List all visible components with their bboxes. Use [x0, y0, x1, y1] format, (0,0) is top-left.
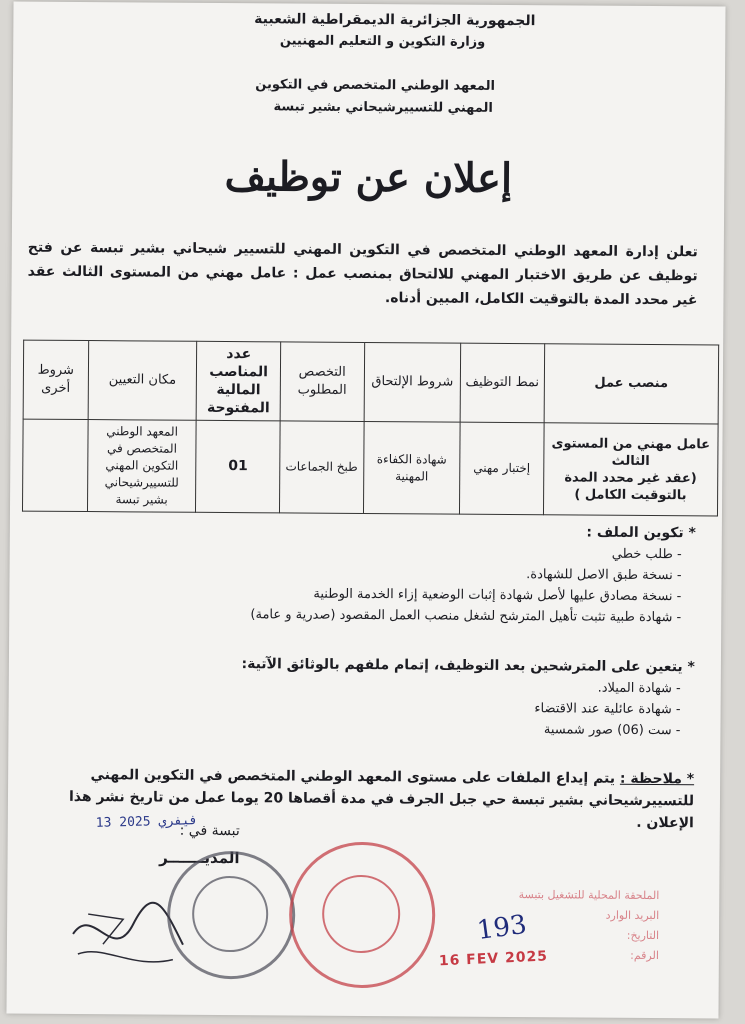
list-item: - ست (06) صور شمسية — [24, 716, 680, 742]
handwritten-date: 13 فيفري 2025 — [95, 813, 198, 831]
note-text: يتم إيداع الملفات على مستوى المعهد الوطني المتخصص في التكوين المهني للتسييرشيحاني بشير تبسة حي جبل الجرف في مدة أقصاها 20 يوما عمل من تاريخ نشر هذا الإعلان . — [68, 767, 695, 832]
list-item: - نسخة طبق الاصل للشهادة. — [25, 561, 681, 587]
positions-table — [22, 340, 719, 517]
list-item: - شهادة طبية تثبت تأهيل المترشح لشغل منصب العمل المقصود (صدرية و عامة) — [25, 603, 681, 629]
institute-line-1: المعهد الوطني المتخصص في التكوين — [255, 77, 496, 94]
header-place: مكان التعيين — [88, 341, 197, 421]
files-section — [25, 518, 696, 629]
cell-other — [22, 419, 87, 511]
institute-line-2: المهني للتسييرشيحاني بشير تبسة — [273, 99, 493, 116]
note-label: * ملاحظة : — [619, 770, 695, 788]
header-specialty: التخصص المطلوب — [280, 342, 364, 422]
cell-place: المعهد الوطني المتخصص في التكوين المهني للتسييرشيحاني بشير تبسة — [87, 420, 196, 513]
header-condition: شروط الإلتحاق — [364, 342, 461, 422]
received-date-stamp: 16 FEV 2025 — [438, 948, 549, 970]
post-title: عامل مهني من المستوى الثالث — [551, 435, 711, 469]
cell-specialty: طبخ الجماعات — [279, 421, 363, 514]
table-header-row — [23, 340, 719, 424]
received-number: 193 — [475, 909, 529, 947]
files-title: * تكوين الملف : — [586, 524, 696, 542]
institute-stamp-inner-ring — [192, 876, 269, 953]
header-mode: نمط التوظيف — [460, 343, 544, 423]
header-other: شروط أخرى — [23, 340, 88, 419]
cell-count: 01 — [196, 420, 280, 513]
employment-office-line: البريد الوارد — [605, 908, 660, 923]
candidates-section — [24, 652, 695, 742]
employment-office-stamp — [289, 841, 436, 988]
list-item: - نسخة مصادق عليها لأصل شهادة إثبات الوضعية إزاء الخدمة الوطنية — [25, 582, 681, 608]
institute-stamp — [167, 851, 296, 980]
cell-mode: إختبار مهني — [460, 422, 544, 515]
employment-office-line: التاريخ: — [626, 928, 660, 943]
list-item: - طلب خطي — [26, 540, 682, 566]
candidates-title: * يتعين على المترشحين بعد التوظيف، إتمام ملفهم بالوثائق الآتية: — [241, 656, 695, 676]
candidates-list — [24, 674, 694, 742]
header-count: عدد المناصب المالية المفتوحة — [197, 341, 281, 421]
header-post: منصب عمل — [544, 344, 719, 424]
list-item: - شهادة الميلاد. — [25, 674, 681, 700]
announcement-document — [6, 2, 725, 1019]
post-contract: (عقد غير محدد المدة بالتوقيت الكامل ) — [564, 469, 697, 503]
list-item: - شهادة عائلية عند الاقتضاء — [25, 695, 681, 721]
republic-header: الجمهورية الجزائرية الديمقراطية الشعبية — [254, 11, 536, 30]
place-date-label: تبسة في : — [179, 822, 240, 840]
intro-paragraph: تعلن إدارة المعهد الوطني المتخصص في التكوين المهني للتسيير شيحاني بشير تبسة عن فتح توظيف عن طريق الاختبار المهني للالتحاق بمنصب عمل : عامل مهني من المستوى الثالث عقد غير محدد المدة بالتوقيت الكامل، المبين أدناه. — [27, 239, 698, 309]
cell-post — [543, 423, 718, 516]
ministry-header: وزارة التكوين و التعليم المهنيين — [279, 33, 486, 50]
employment-office-line: الملحقة المحلية للتشغيل بتبسة — [518, 888, 660, 903]
files-list — [25, 540, 696, 629]
employment-office-line: الرقم: — [630, 948, 659, 963]
table-row — [22, 419, 718, 516]
director-label: المديـــــــر — [159, 848, 240, 868]
page-title: إعلان عن توظيف — [224, 153, 513, 203]
employment-office-stamp-inner-ring — [322, 875, 401, 954]
cell-condition: شهادة الكفاءة المهنية — [363, 421, 460, 514]
